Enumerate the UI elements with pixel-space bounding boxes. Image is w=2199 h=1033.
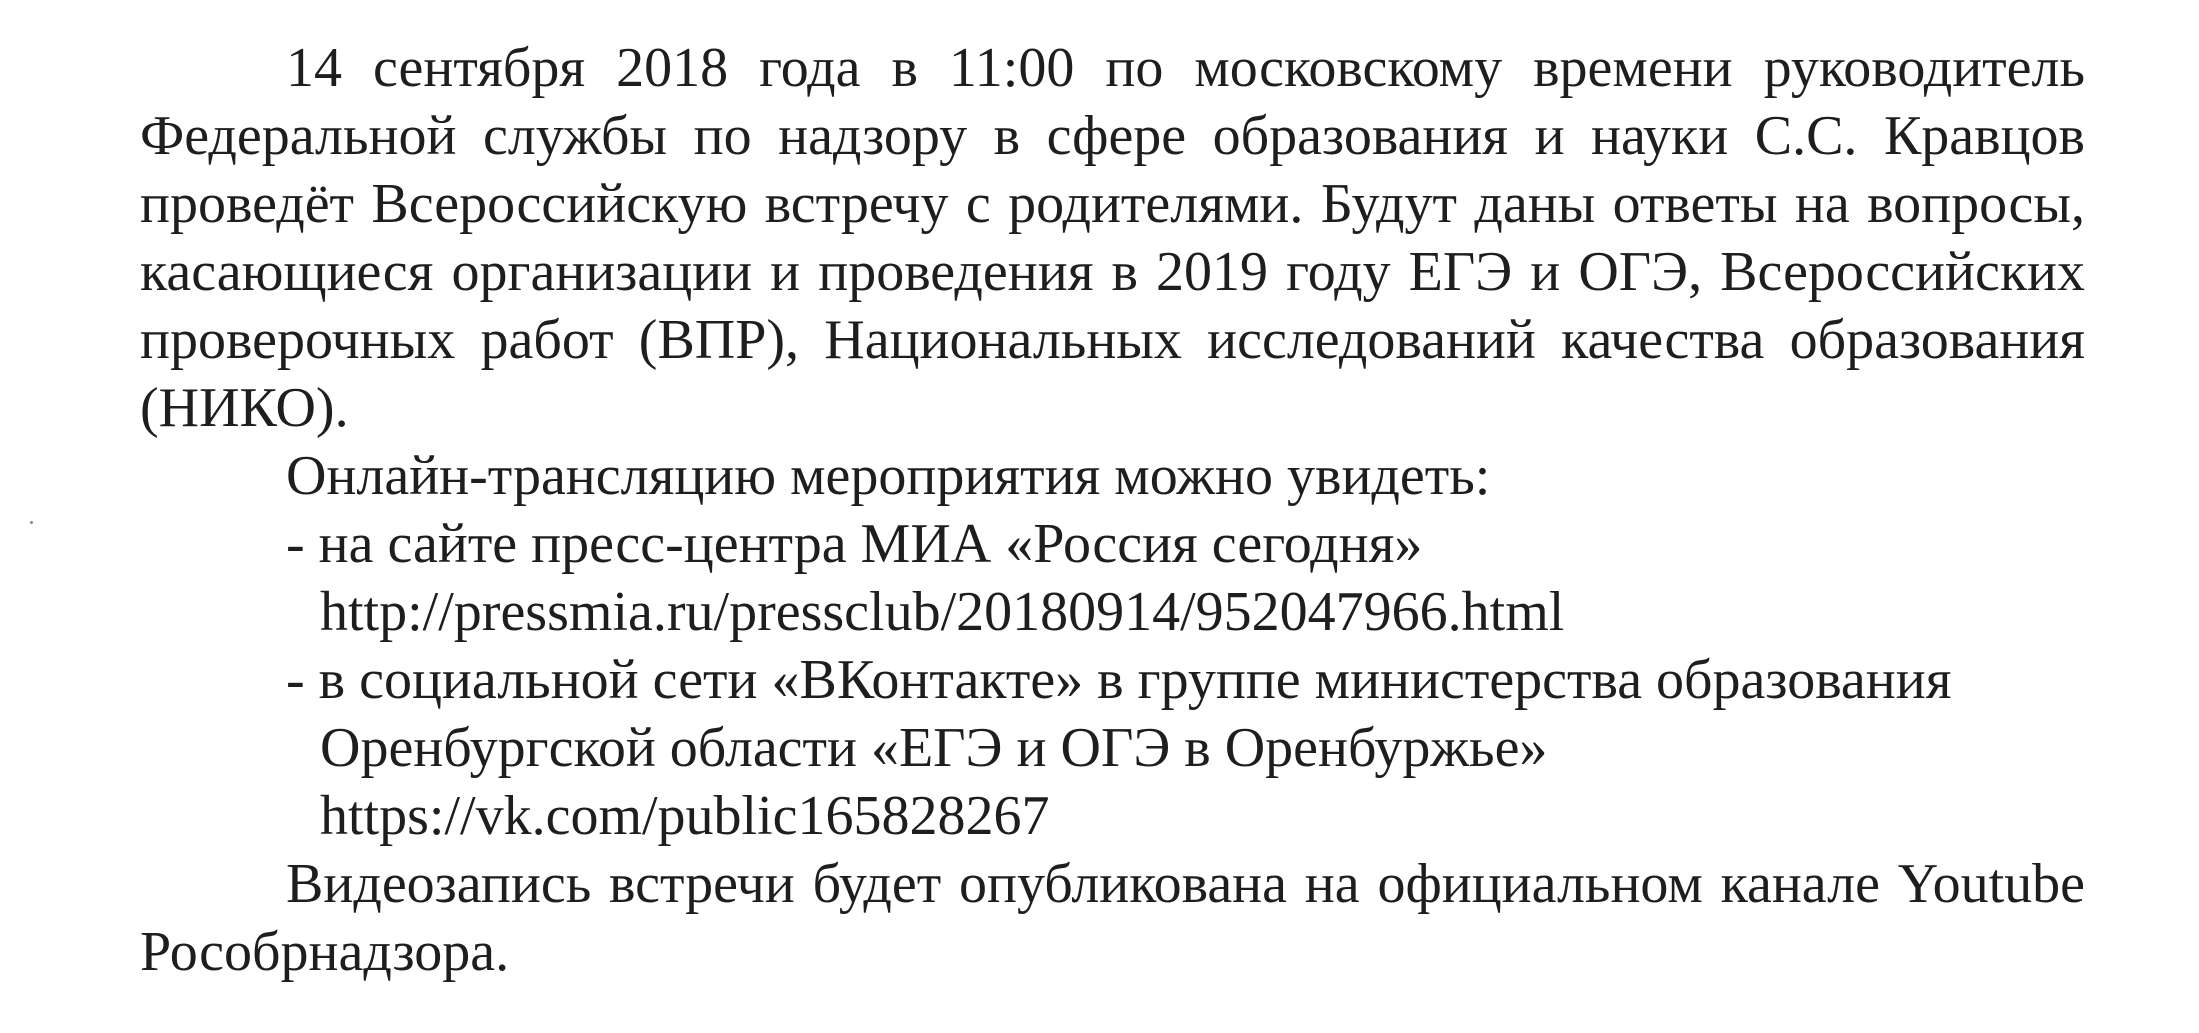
scan-speck <box>30 521 33 524</box>
vkontakte-link[interactable]: https://vk.com/public165828267 <box>320 785 1050 847</box>
video-paragraph: Видеозапись встречи будет опубликована на официальном канале Youtube Рособрнадзора. <box>140 853 2085 983</box>
broadcast-intro: Онлайн-трансляцию мероприятия можно увидеть: <box>286 445 1491 507</box>
press-center-link[interactable]: http://pressmia.ru/pressclub/20180914/952047966.html <box>320 581 1565 643</box>
document-body <box>140 34 2085 986</box>
list-item-continuation: Оренбургской области «ЕГЭ и ОГЭ в Оренбуржье» <box>320 717 1548 779</box>
list-item-text: - на сайте пресс-центра МИА «Россия сегодня» <box>286 513 1423 575</box>
list-item-vkontakte <box>140 646 2085 850</box>
list-item-text: - в социальной сети «ВКонтакте» в группе министерства образования <box>286 649 1952 711</box>
announcement-paragraph: 14 сентября 2018 года в 11:00 по московскому времени руководитель Федеральной службы по надзору в сфере образования и науки С.С. Кравцов проведёт Всероссийскую встречу с родителями. Будут даны ответы на вопросы, касающиеся организации и проведения в 2019 году ЕГЭ и ОГЭ, Всероссийских проверочных работ (ВПР), Национальных исследований качества образования (НИКО). <box>140 37 2085 439</box>
list-item-press-center <box>140 510 2085 646</box>
